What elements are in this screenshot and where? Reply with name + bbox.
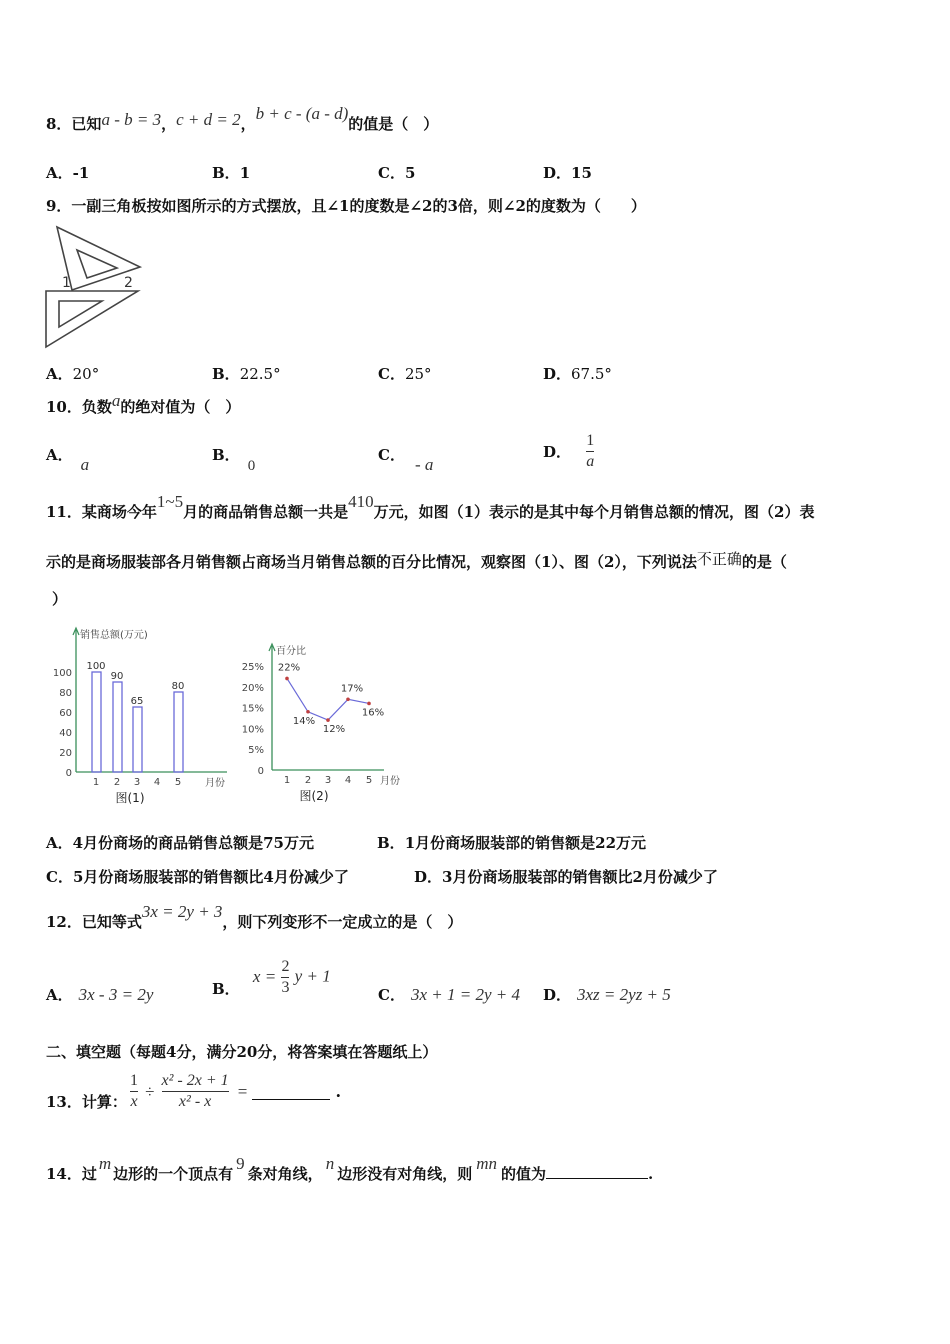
option-value: 3xz = 2yz + 5	[577, 985, 671, 1004]
x-tick-label: 5	[174, 777, 182, 788]
point-value-label: 16%	[361, 707, 385, 719]
upper-triangle-inner	[77, 250, 117, 278]
q14-stem	[46, 1154, 654, 1184]
point-value-label: 12%	[322, 724, 346, 736]
q14-p4: 边形没有对角线，则	[337, 1165, 473, 1183]
q10-d-fraction	[586, 432, 594, 471]
y-tick-label: 0	[257, 766, 264, 777]
fraction-bar	[162, 1091, 229, 1092]
x-tick-label: 3	[133, 777, 141, 788]
y-tick-label: 20%	[241, 682, 264, 694]
option-letter: A．	[46, 164, 73, 182]
q12-equation: 3x = 2y + 3	[141, 902, 223, 921]
q11-option-a[interactable]	[46, 832, 314, 853]
option-lhs: x =	[252, 966, 277, 986]
q14-p5: 的值为	[500, 1165, 546, 1183]
q9-option-c[interactable]	[378, 363, 432, 384]
q10-option-a[interactable]	[46, 444, 90, 474]
q9-option-a[interactable]	[46, 363, 99, 384]
q14-mn: mn	[476, 1154, 497, 1173]
fraction-denominator: x	[130, 1093, 138, 1110]
q12-option-b[interactable]	[212, 958, 331, 997]
data-point	[306, 710, 310, 714]
q12-option-c[interactable]	[378, 984, 520, 1005]
q10-option-b[interactable]	[212, 444, 256, 474]
q9-option-b[interactable]	[212, 363, 281, 384]
option-value: 3x - 3 = 2y	[78, 985, 154, 1004]
q8-stem	[46, 104, 439, 134]
option-letter: C．	[378, 986, 405, 1004]
data-point	[346, 697, 350, 701]
option-value: 1月份商场服装部的销售额是22万元	[404, 834, 647, 852]
q8-option-d[interactable]	[543, 162, 592, 183]
option-value: 1	[239, 164, 251, 182]
q11-line1	[46, 492, 815, 522]
x-tick-label: 1	[283, 775, 291, 786]
y-axis-title: 百分比	[276, 646, 306, 657]
q13-divide-sign: ÷	[145, 1081, 155, 1101]
option-letter: A．	[46, 834, 73, 852]
option-value: 67.5°	[571, 365, 612, 383]
q14-p1: 14．过	[46, 1165, 97, 1183]
q13-fraction-1	[130, 1072, 138, 1111]
q12-option-a[interactable]	[46, 984, 153, 1005]
angle-2-label: 2	[124, 275, 133, 291]
option-letter: C．	[378, 446, 405, 464]
q10-option-c[interactable]	[378, 444, 434, 474]
angle-1-label: 1	[62, 275, 71, 291]
q14-p2: 边形的一个顶点有	[113, 1165, 234, 1183]
fraction-numerator: x² - 2x + 1	[161, 1072, 229, 1089]
x-tick-label: 5	[365, 775, 373, 786]
q9-stem: 9．一副三角板按如图所示的方式摆放，且∠1的度数是∠2的3倍，则∠2的度数为（ ）	[46, 197, 646, 215]
q11-option-c[interactable]	[46, 866, 349, 887]
fraction-numerator: 1	[586, 432, 595, 449]
q11-range: 1~5	[156, 492, 184, 511]
option-letter: C．	[46, 868, 73, 886]
q9-option-d[interactable]	[543, 363, 612, 384]
option-value: - a	[414, 455, 434, 474]
q11-total: 410	[348, 492, 374, 511]
q8-sep: ，	[161, 115, 177, 133]
y-tick-label: 40	[59, 728, 72, 739]
bar-value-label: 100	[86, 661, 106, 672]
fraction-numerator: 2	[281, 958, 290, 975]
q12-stem	[46, 902, 463, 932]
point-value-label: 14%	[292, 715, 316, 727]
chart-caption: 图(2)	[299, 789, 329, 803]
q11-line2-text: 示的是商场服装部各月销售额占商场当月销售总额的百分比情况，观察图（1）、图（2），下列说法	[46, 553, 697, 571]
sales-bar-chart	[42, 622, 232, 814]
data-point	[367, 702, 371, 706]
x-tick-label: 4	[153, 777, 161, 788]
q10-stem	[46, 391, 241, 417]
q14-m: m	[98, 1154, 112, 1173]
x-tick-label: 3	[324, 775, 332, 786]
option-letter: D．	[543, 986, 572, 1004]
q14-answer-blank[interactable]	[546, 1164, 648, 1179]
option-value: 4月份商场的商品销售总额是75万元	[72, 834, 314, 852]
fraction-bar	[281, 977, 289, 978]
fraction-denominator: a	[586, 453, 595, 470]
q14-n: n	[325, 1154, 335, 1173]
option-value: 3月份商场服装部的销售额比2月份减少了	[442, 868, 718, 886]
q12-prefix: 12．已知等式	[46, 913, 142, 931]
fraction-numerator: 1	[130, 1072, 138, 1089]
fraction-denominator: x² - x	[178, 1093, 212, 1110]
option-value: 22.5°	[239, 365, 281, 383]
q8-option-b[interactable]	[212, 162, 250, 183]
q11-p3: 万元，如图（1）表示的是其中每个月销售总额的情况，图（2）表	[373, 503, 815, 521]
bar	[113, 682, 122, 772]
option-letter: B．	[212, 979, 240, 998]
bar-value-label: 80	[171, 681, 185, 692]
option-letter: C．	[378, 365, 405, 383]
x-tick-label: 2	[113, 777, 121, 788]
option-letter: B．	[212, 446, 240, 464]
section-2-title: 二、填空题（每题4分，满分20分，将答案填在答题纸上）	[46, 1043, 438, 1061]
q13-fraction-2	[162, 1072, 229, 1111]
q14-nine: 9	[236, 1154, 245, 1173]
q12-b-fraction	[281, 958, 289, 997]
option-value: 20°	[72, 365, 100, 383]
x-tick-label: 2	[304, 775, 312, 786]
option-letter: A．	[46, 365, 73, 383]
q11-option-b[interactable]	[377, 832, 646, 853]
q13-end: .	[335, 1082, 342, 1101]
q8-option-a[interactable]	[46, 162, 89, 183]
q11-p1: 11．某商场今年	[46, 503, 157, 521]
option-letter: D．	[543, 164, 572, 182]
q10-option-d[interactable]	[543, 432, 594, 471]
option-letter: A．	[46, 986, 73, 1004]
option-letter: B．	[377, 834, 405, 852]
q10-suffix: 的绝对值为（ ）	[120, 398, 241, 416]
q14-end: .	[648, 1165, 654, 1183]
q8-expr3: b + c - (a - d)	[255, 104, 349, 123]
q12-suffix: ，则下列变形不一定成立的是（ ）	[222, 913, 463, 931]
q11-option-d[interactable]	[414, 866, 718, 887]
option-value: 0	[247, 458, 256, 474]
option-letter: C．	[378, 164, 405, 182]
q11-line2-end: 的是（	[741, 553, 787, 571]
x-axis-title: 月份	[380, 776, 400, 787]
option-value: -1	[72, 164, 90, 182]
x-tick-label: 4	[344, 775, 352, 786]
bar	[92, 672, 101, 772]
q8-expr1: a - b = 3	[101, 110, 162, 129]
q12-option-d[interactable]	[543, 984, 671, 1005]
q11-p2: 月的商品销售总额一共是	[183, 503, 349, 521]
fraction-bar	[586, 451, 594, 452]
y-tick-label: 10%	[241, 724, 264, 736]
option-letter: B．	[212, 365, 240, 383]
option-letter: D．	[543, 443, 572, 461]
q13-expression	[130, 1072, 341, 1111]
y-tick-label: 100	[52, 668, 72, 679]
data-point	[285, 677, 289, 681]
fraction-denominator: 3	[281, 979, 290, 996]
q13-equals-sign: =	[237, 1081, 248, 1101]
q8-suffix: 的值是（ ）	[348, 115, 439, 133]
q11-line3: ）	[52, 590, 68, 608]
q13-prefix: 13．计算：	[46, 1093, 127, 1111]
y-tick-label: 80	[59, 688, 72, 699]
y-tick-label: 20	[59, 748, 72, 759]
option-value: 15	[571, 164, 592, 182]
q10-prefix: 10．负数	[46, 398, 112, 416]
y-tick-label: 0	[65, 768, 72, 779]
y-axis-title: 销售总额(万元)	[80, 630, 148, 641]
option-value: 3x + 1 = 2y + 4	[410, 985, 520, 1004]
option-rhs: y + 1	[294, 966, 331, 986]
q10-var: a	[111, 391, 121, 410]
option-letter: B．	[212, 164, 240, 182]
option-value: a	[80, 455, 90, 474]
point-value-label: 22%	[277, 662, 301, 674]
option-value: 5月份商场服装部的销售额比4月份减少了	[72, 868, 349, 886]
y-tick-label: 60	[59, 708, 72, 719]
q8-option-c[interactable]	[378, 162, 415, 183]
lower-triangle-inner	[59, 301, 102, 327]
x-axis-title: 月份	[205, 778, 225, 789]
y-tick-label: 5%	[248, 745, 264, 757]
q13-answer-blank[interactable]	[252, 1083, 330, 1100]
y-tick-label: 25%	[241, 662, 264, 673]
x-tick-label: 1	[92, 777, 100, 788]
q8-sep2: ，	[240, 115, 256, 133]
option-letter: D．	[543, 365, 572, 383]
q8-prefix: 8．已知	[46, 115, 102, 133]
q11-line2	[46, 552, 787, 572]
q11-emphasis: 不正确	[696, 550, 742, 568]
q8-expr2: c + d = 2	[176, 110, 241, 129]
point-value-label: 17%	[340, 683, 364, 695]
y-tick-label: 15%	[241, 703, 264, 715]
bar	[174, 692, 183, 772]
option-letter: D．	[414, 868, 443, 886]
bar-value-label: 90	[110, 671, 124, 682]
data-point	[326, 718, 330, 722]
q14-p3: 条对角线，	[247, 1165, 323, 1183]
fraction-bar	[130, 1091, 138, 1092]
percentage-line-chart	[234, 640, 414, 814]
chart-caption: 图(1)	[115, 791, 145, 805]
option-value: 5	[404, 164, 416, 182]
triangle-set-figure	[42, 225, 147, 350]
bar	[133, 707, 142, 772]
option-letter: A．	[46, 446, 73, 464]
option-value: 25°	[404, 365, 432, 383]
bar-value-label: 65	[130, 696, 144, 707]
